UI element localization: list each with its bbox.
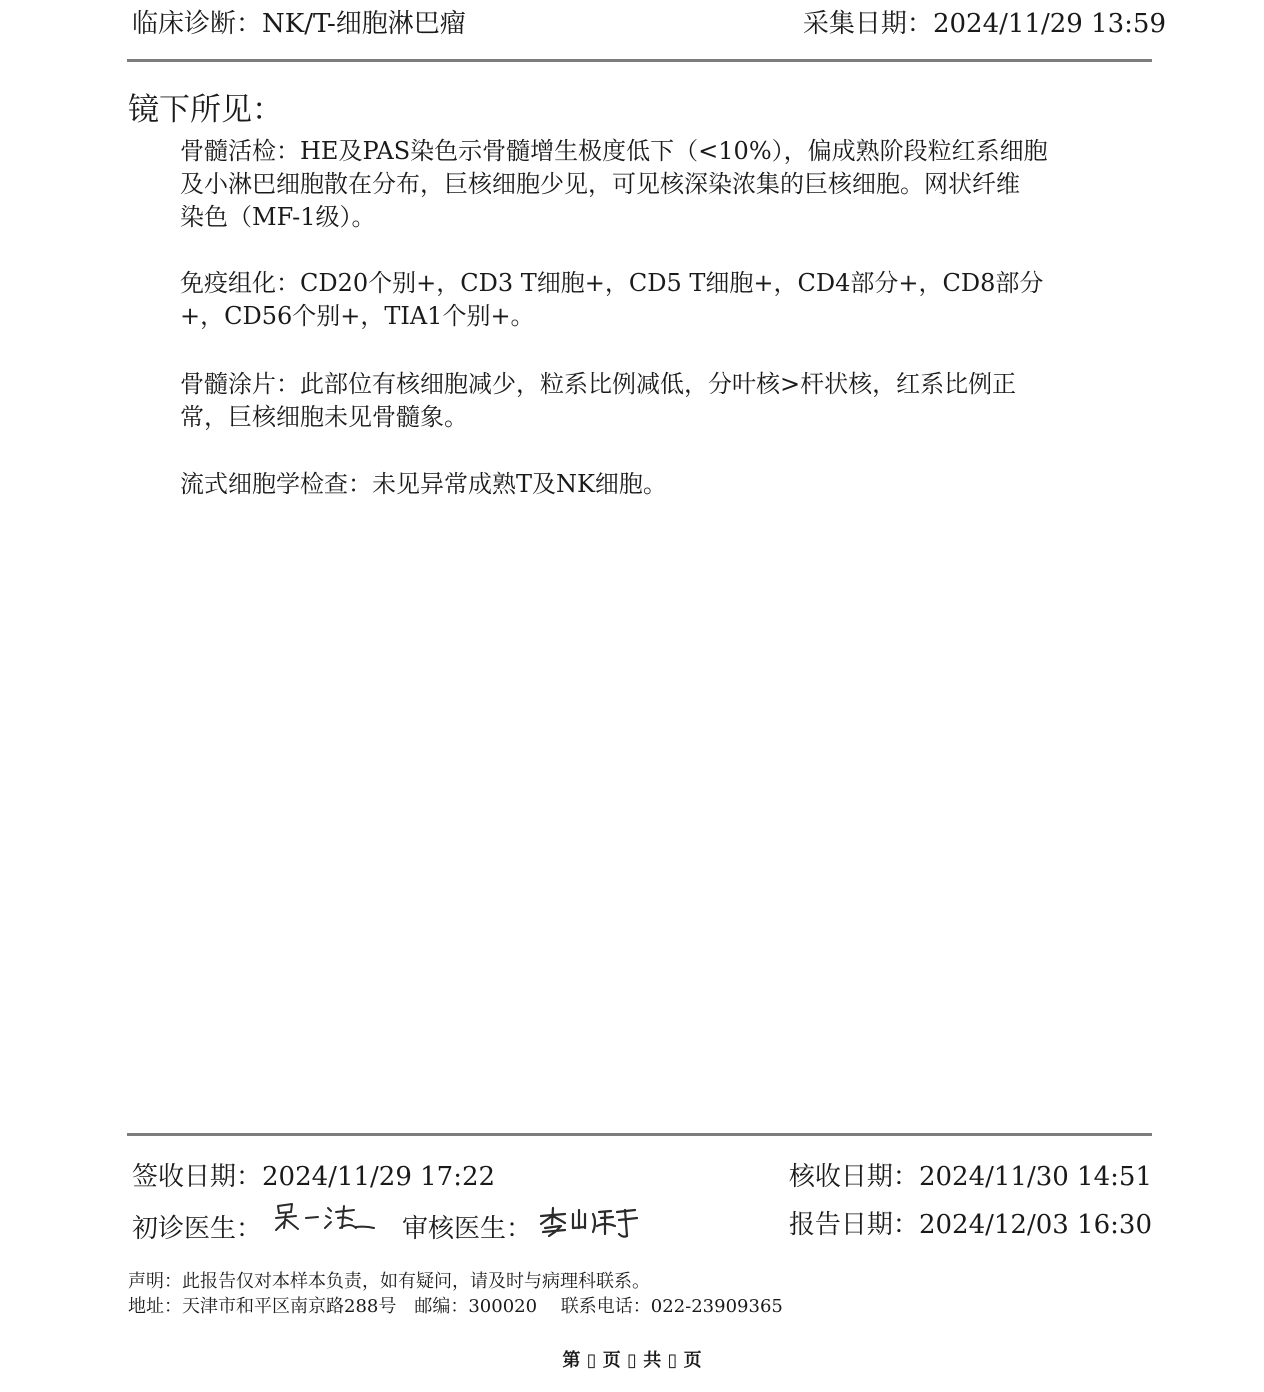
review-doctor-label: 审核医生： — [402, 1214, 533, 1244]
biopsy-line: 染色（MF-1级）。 — [180, 203, 376, 231]
clinical-diagnosis-value: NK/T-细胞淋巴瘤 — [262, 9, 466, 39]
collection-date — [803, 6, 1166, 42]
review-doctor-signature — [535, 1202, 650, 1242]
report-date — [789, 1208, 1152, 1242]
header-divider — [127, 59, 1152, 62]
biopsy-line: 骨髓活检：HE及PAS染色示骨髓增生极度低下（<10%），偏成熟阶段粒红系细胞 — [180, 137, 1048, 165]
collection-date-value: 2024/11/29 13:59 — [932, 9, 1166, 39]
disclaimer-statement: 声明：此报告仅对本样本负责，如有疑问，请及时与病理科联系。 — [128, 1271, 650, 1292]
received-date-value: 2024/11/29 17:22 — [262, 1162, 496, 1192]
immunohistochemistry-paragraph — [180, 267, 1155, 333]
checked-date-label: 核收日期： — [788, 1162, 919, 1192]
footer-divider — [127, 1133, 1152, 1136]
received-date — [132, 1160, 495, 1194]
biopsy-line: 及小淋巴细胞散在分布，巨核细胞少见，可见核深染浓集的巨核细胞。网状纤维 — [180, 170, 1020, 198]
checked-date-value: 2024/11/30 14:51 — [918, 1162, 1152, 1192]
findings-heading: 镜下所见： — [128, 92, 283, 128]
checked-date — [789, 1160, 1152, 1194]
clinical-diagnosis — [132, 6, 466, 42]
page-number: 第 ▯ 页 ▯ 共 ▯ 页 — [562, 1350, 702, 1371]
flow-line: 流式细胞学检查：未见异常成熟T及NK细胞。 — [180, 470, 667, 498]
report-date-value: 2024/12/03 16:30 — [918, 1210, 1152, 1240]
report-date-label: 报告日期： — [788, 1210, 919, 1240]
ihc-line: +，CD56个别+，TIA1个别+。 — [180, 302, 535, 330]
collection-date-label: 采集日期： — [802, 9, 933, 39]
smear-line: 常，巨核细胞未见骨髓象。 — [180, 403, 468, 431]
ihc-line: 免疫组化：CD20个别+，CD3 T细胞+，CD5 T细胞+，CD4部分+，CD8部分 — [180, 269, 1044, 297]
flow-cytometry-paragraph — [180, 468, 1155, 501]
bone-marrow-smear-paragraph — [180, 368, 1155, 434]
initial-doctor-label: 初诊医生： — [132, 1214, 263, 1244]
clinical-diagnosis-label: 临床诊断： — [132, 9, 263, 39]
received-date-label: 签收日期： — [132, 1162, 263, 1192]
initial-doctor-signature — [270, 1198, 380, 1238]
smear-line: 骨髓涂片：此部位有核细胞减少，粒系比例减低，分叶核>杆状核，红系比例正 — [180, 370, 1017, 398]
bone-marrow-biopsy-paragraph — [180, 135, 1155, 234]
hospital-address: 地址：天津市和平区南京路288号 邮编：300020 联系电话：022-23909365 — [128, 1296, 783, 1317]
